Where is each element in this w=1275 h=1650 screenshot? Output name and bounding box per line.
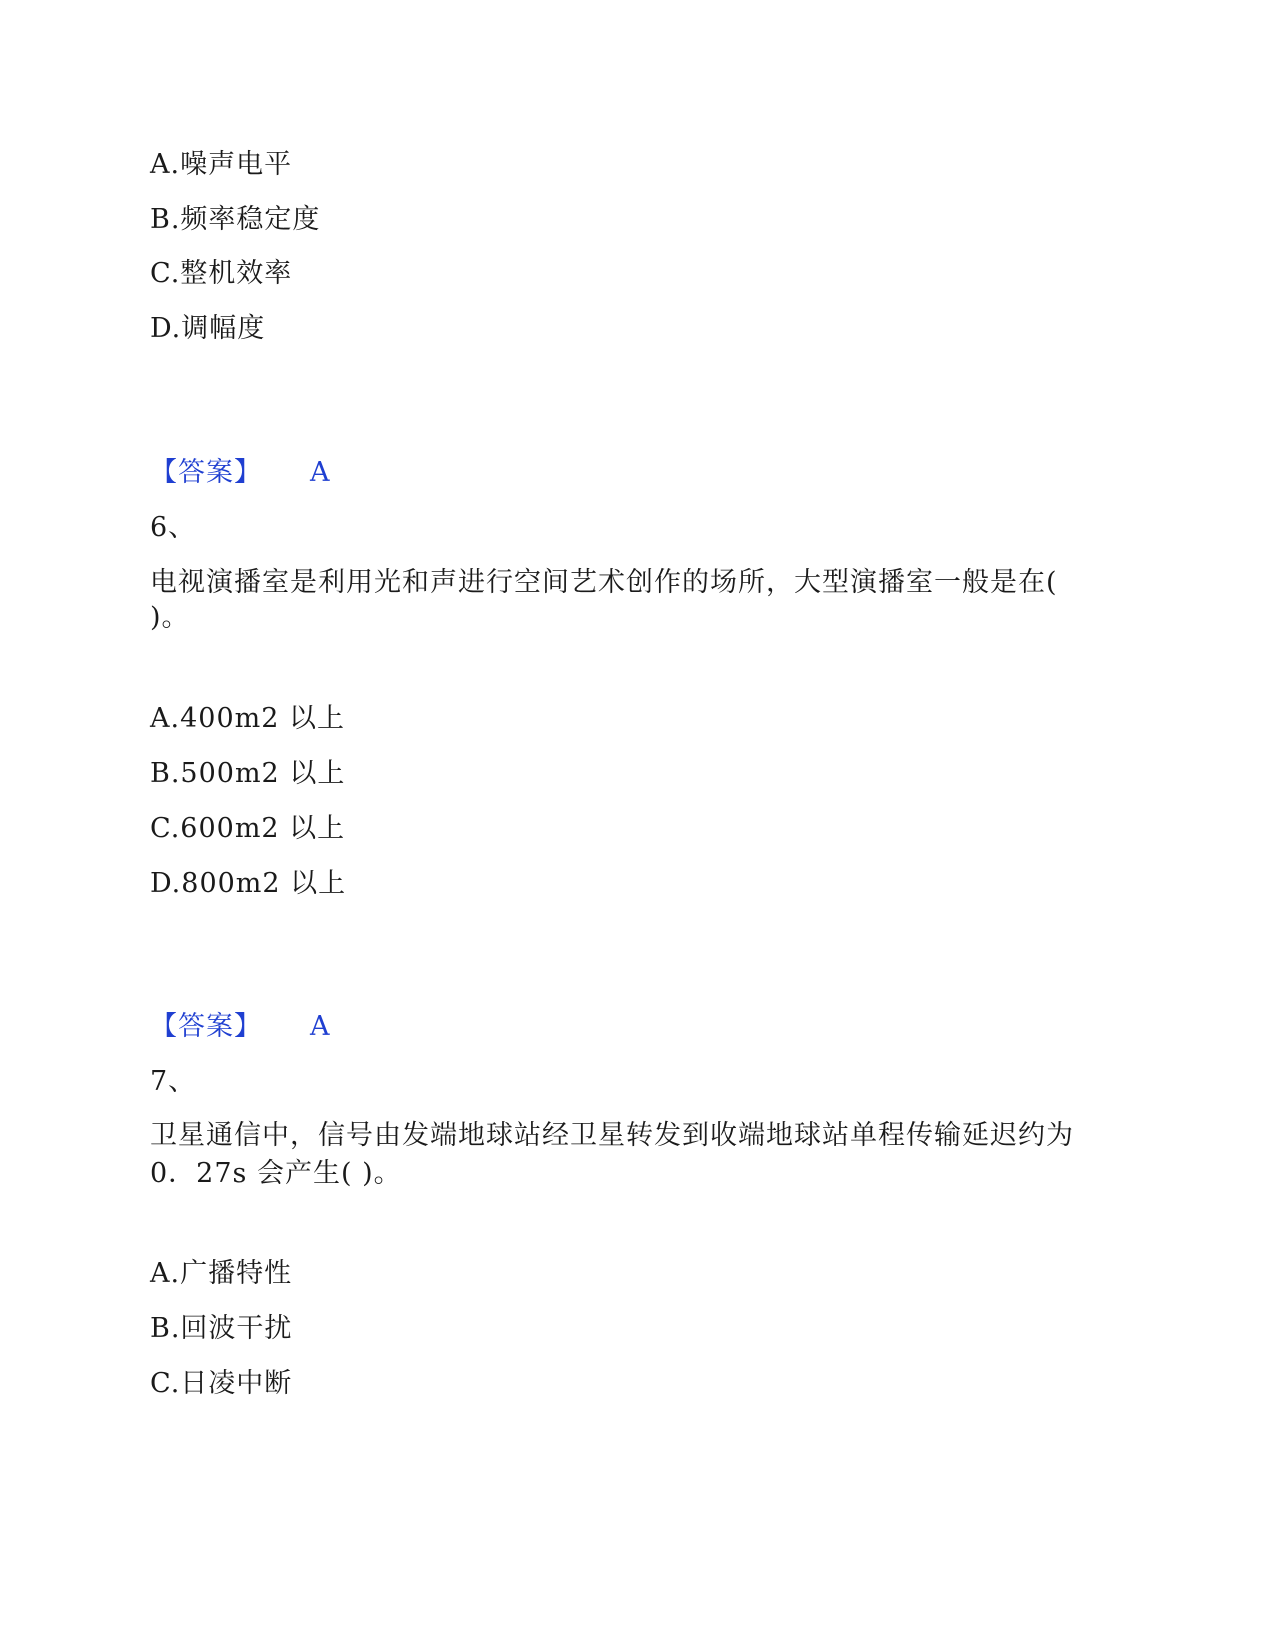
q5-option-d: D.调幅度 (150, 313, 266, 344)
q5-option-b: B.频率稳定度 (150, 204, 321, 235)
q5-answer-value: A (310, 457, 330, 488)
q6-stem-line-2: )。 (150, 602, 190, 633)
q5-option-a: A.噪声电平 (150, 149, 293, 180)
q7-stem-line-1: 卫星通信中，信号由发端地球站经卫星转发到收端地球站单程传输延迟约为 (150, 1120, 1074, 1151)
q6-stem-line-1: 电视演播室是利用光和声进行空间艺术创作的场所，大型演播室一般是在( (150, 567, 1058, 598)
q5-answer-label: 【答案】 (150, 457, 262, 488)
q6-option-a: A.400m2 以上 (150, 703, 345, 734)
q6-option-b: B.500m2 以上 (150, 758, 346, 789)
q5-option-c: C.整机效率 (150, 258, 293, 289)
q7-stem-line-2: 0．27s 会产生( )。 (150, 1158, 402, 1189)
q7-option-b: B.回波干扰 (150, 1313, 293, 1344)
q6-number: 6、 (150, 512, 197, 543)
q7-number: 7、 (150, 1066, 197, 1097)
q6-option-c: C.600m2 以上 (150, 813, 346, 844)
q6-answer-label: 【答案】 (150, 1011, 262, 1042)
q7-option-a: A.广播特性 (150, 1258, 293, 1289)
q6-answer-value: A (310, 1011, 330, 1042)
q6-option-d: D.800m2 以上 (150, 868, 347, 899)
q7-option-c: C.日凌中断 (150, 1368, 293, 1399)
